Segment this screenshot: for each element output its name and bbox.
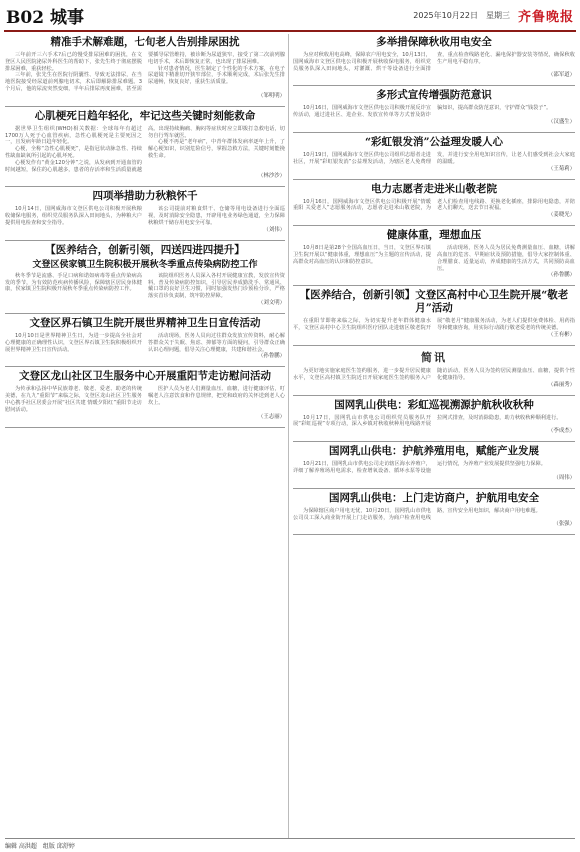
article-paragraph: 10月8日是第28个全国高血压日，当日，文登区界石镇卫生院开展以“健康体重，理想血压”为主题的宣传活动，提高群众对高血压的认识和防控意识。 <box>293 245 431 265</box>
article-headline: 国网乳山供电：护航养殖用电，赋能产业发展 <box>329 445 539 458</box>
article-body <box>293 105 575 119</box>
article-paragraph: 心梗发作有“黄金120分钟”之说，从发病到开通血管的时间越短，保住的心肌越多，患者的存活率和生活质量就越高。出现持续胸痛、胸闷等症状时应立即拨打急救电话，切勿自行驾车就医。 <box>5 125 285 173</box>
masthead-rule <box>4 30 576 32</box>
right-column <box>293 34 575 838</box>
article-paragraph: 心梗不再是“老年病”，中青年群体发病率逐年上升，了解心梗知识，识别危险信号，掌握急救方法，关键时刻能挽救生命。 <box>148 139 285 159</box>
article-body <box>5 333 285 353</box>
article-paragraph: 三年前，张先生在医院行阴囊性、导致无法排尿，在当地医院接受经尿道前列腺电切术，术后即解除排尿难题。3个月后，他的尿流突然变细，半年后排尿再度困难，甚至需要插导尿管维持，被诊断为尿道狭窄，接受了第二次前列腺电切手术，术后即恢复正常，也出现了排尿困难。 <box>5 52 285 92</box>
article-byline: （森丽秀） <box>548 381 575 388</box>
article-separator <box>5 427 285 428</box>
article-body <box>293 461 575 475</box>
article-byline: （姜晓光） <box>548 212 575 219</box>
article-paragraph: 为应对秋收用电高峰，保障农户用电安全，10月13日，国网威海市文登区供电公司积极开展秋收保电服务，组织党员服务队深入田间地头，对灌溉、烘干等设备进行全面排查，重点检查线路老化、漏电保护器安装等情况，确保秋收生产用电平稳有序。 <box>293 52 575 72</box>
editor-credit: 编辑 高洪超 组版 邱舒婷 <box>5 843 75 850</box>
article-byline: （孙鲁鹏） <box>548 272 575 279</box>
section-heading: 简讯 <box>421 350 447 364</box>
article-body <box>5 273 285 300</box>
article-paragraph: 10月21日，国网乳山市供电公司走访辖区海水养殖户，详细了解养殖场用电需求，检查增氧设备、循环水泵等设施运行情况，为养殖产业发展提供坚强电力保障。 <box>293 461 546 474</box>
news-article <box>293 349 575 389</box>
article-paragraph: 三年前开三六手术?后已的慢受排尿困难的困扰，在文登区人民医院泌尿外科医生的帮助下，张先生终于彻底摆脱排尿困难，重获轻松。 <box>5 52 142 72</box>
page-footer <box>5 841 75 850</box>
article-paragraph: 10月16日，国网威海市文登区供电公司积极开展反诈宣传活动，通过进社区、进企业、发放宣传单等方式普及防诈骗知识，提高群众防范意识，守护群众“钱袋子”。 <box>293 105 552 119</box>
article-body <box>5 126 285 174</box>
article-paragraph: 为保障辖区商户用电无忧，10月20日，国网乳山市供电公司员工深入商业街开展上门走访服务，为商户检查用电线路，宣传安全用电知识，解决商户用电难题。 <box>293 507 541 521</box>
article-headline: 多形式宣传增强防范意识 <box>376 89 492 102</box>
article-byline: （刘文明） <box>258 299 285 306</box>
article-headline: 心肌梗死日趋年轻化，牢记这些关键时刻能救命 <box>34 109 256 122</box>
news-article <box>293 289 575 339</box>
article-body <box>293 152 575 166</box>
news-article <box>293 492 575 529</box>
article-headline: 【医养结合，创新引领】文登区高村中心卫生院开展“敬老月”活动 <box>299 289 569 315</box>
article-byline: （王志丽） <box>258 413 285 420</box>
article-body <box>293 199 575 213</box>
footer-rule <box>5 838 575 839</box>
article-body <box>293 508 575 522</box>
left-column <box>5 34 285 838</box>
article-headline: 电力志愿者走进米山敬老院 <box>371 182 497 195</box>
article-separator <box>293 225 575 226</box>
article-separator <box>5 240 285 241</box>
article-paragraph: 10月16日，国网威海市文登区供电公司积极开展“情暖重阳 关爱老人”志愿服务活动，志愿者走进米山敬老院，为老人们检查用电线路、更换老化插座，排除用电隐患，并陪老人们聊天，送去节日祝福。 <box>293 198 575 212</box>
article-byline: （王有彬） <box>548 331 575 338</box>
article-separator <box>293 395 575 396</box>
news-article <box>5 110 285 181</box>
article-headline: 健康体重，理想血压 <box>386 229 482 242</box>
article-headline: 国网乳山供电：彩虹巡视溯源护航秋收秋种 <box>334 398 534 411</box>
article-separator <box>293 285 575 286</box>
article-separator <box>293 179 575 180</box>
article-headline: “彩虹银发消”公益理发暖人心 <box>364 135 504 148</box>
article-separator <box>293 85 575 86</box>
article-paragraph: 在重阳节即将来临之际，为切实提升老年群体健康水平，文登区高村中心卫生院组织医疗团队走进辖区敬老院开展“敬老月”健康服务活动，为老人们提供免费体检、用药指导和健康咨询，用实际行动践行敬老爱老的传统美德。 <box>293 318 575 332</box>
article-separator <box>293 345 575 346</box>
article-paragraph: 10月10日是世界精神卫生日，为进一步提高全社会对心理健康的正确理性认识，文登区界石镇卫生院积极组织开展世界精神卫生日宣传活动。 <box>5 332 142 353</box>
article-separator <box>293 534 575 535</box>
article-headline: 四项举措助力秋粮怀千 <box>92 190 198 203</box>
article-paragraph: 10月17日，国网乳山市供电公司组织党员服务队开展“彩虹巡视”专项行动，深入乡镇对秋收秋种用电线路开展拉网式排查，及时消除隐患，助力秋收秋种顺利进行。 <box>293 414 562 428</box>
article-byline: （邹明明） <box>258 92 285 99</box>
article-paragraph: 10月19日，国网威海市文登区供电公司组织志愿者走进社区，开展“彩虹银发消”公益理发活动，为辖区老人免费理发，并进行安全用电知识宣传，让老人们感受到社会大家庭的温暖。 <box>293 151 575 165</box>
article-byline: （周伟） <box>553 474 575 481</box>
article-separator <box>293 488 575 489</box>
news-article <box>293 183 575 220</box>
article-subheadline: 文登区侯家镇卫生院积极开展秋冬季重点传染病防控工作 <box>32 259 258 270</box>
article-headline: 【医养结合，创新引领，四送四进四提升】 <box>45 243 245 256</box>
article-paragraph: 10月14日，国网威海市文登区供电公司积极开展秋粮收储保电服务，组织党员服务队深入田间地头，为种粮大户提供用电检查和安全指导。 <box>5 206 142 226</box>
article-paragraph: 秋冬季节是流感、手足口病和诺如病毒等重点传染病高发的季节，为有效防范疾病传播风险，保障辖区居民身体健康，侯家镇卫生院积极开展秋冬季重点传染病防控工作。 <box>5 272 142 293</box>
article-byline: （汉盛生） <box>548 118 575 125</box>
article-byline: （邵军道） <box>548 72 575 79</box>
article-body <box>293 245 575 272</box>
article-byline: （张强） <box>553 521 575 528</box>
masthead-right <box>413 6 574 25</box>
article-separator <box>5 186 285 187</box>
news-article <box>293 229 575 279</box>
page-code: B02 城事 <box>6 7 84 28</box>
article-paragraph: 为更好地实施家庭医生签约服务，进一步提升居民健康水平，文登区高村镇卫生院近日开展家庭医生签约服务入户随访活动，医务人员为签约居民测量血压、血糖，提供个性化健康指导。 <box>293 367 575 381</box>
article-separator <box>5 366 285 367</box>
article-paragraph: 心梗，全称“急性心肌梗死”，是指冠状动脉急性、持续性缺血缺氧所引起的心肌坏死。 <box>5 146 142 159</box>
news-article <box>5 370 285 420</box>
article-byline: （李成杰） <box>548 428 575 435</box>
article-byline: （刘伟） <box>263 226 285 233</box>
article-paragraph: 该公司提前对粮食烘干、仓储等用电设备进行全面巡视，及时消除安全隐患，开辟用电业务绿色通道，全力保障秋粮烘干储存用电安全可靠。 <box>148 206 285 226</box>
article-body <box>5 386 285 413</box>
news-article <box>293 445 575 482</box>
news-article <box>5 36 285 100</box>
article-separator <box>5 106 285 107</box>
issue-date: 2025年10月22日 <box>413 10 478 20</box>
article-headline: 文登区龙山社区卫生服务中心开展重阳节走访慰问活动 <box>19 370 271 383</box>
news-article <box>293 36 575 79</box>
article-paragraph: 活动现场，医务人员向过往群众发放宣传资料，耐心解答群众关于失眠、焦虑、抑郁等方面的疑问，引导群众正确认识心理问题，倡导关注心理健康，共建和谐社会。 <box>148 332 285 353</box>
news-article <box>5 190 285 233</box>
news-article <box>293 136 575 173</box>
article-byline: （林沙沙） <box>258 173 285 180</box>
article-headline: 多举措保障秋收用电安全 <box>376 36 492 48</box>
article-body <box>293 368 575 382</box>
article-body <box>5 52 285 93</box>
article-paragraph: 医护人员为老人们测量血压、血糖，进行健康评估，叮嘱老人注意饮食和作息规律，把党和政府的关怀送到老人心坎上。 <box>148 386 285 406</box>
article-paragraph: 为传承和弘扬中华民族尊老、敬老、爱老、助老的传统美德，在九九“重阳节”来临之际，文登区龙山社区卫生服务中心携手社区居委会开展“社区共建 情暖夕阳红”重阳节走访慰问活动。 <box>5 386 142 413</box>
article-separator <box>293 132 575 133</box>
article-headline: 文登区界石镇卫生院开展世界精神卫生日宣传活动 <box>29 316 261 329</box>
issue-weekday: 星期三 <box>485 10 510 20</box>
article-body <box>5 206 285 226</box>
article-paragraph: 针对患者情况，医生制定了个性化的手术方案，在电子尿道镜下精准切开狭窄部位，手术顺利完成，术后张先生排尿通畅，恢复良好，重获生活质量。 <box>148 65 285 86</box>
article-paragraph: 该院组织医务人员深入各村开展健康宣教，发放宣传资料，普及传染病防控知识，引导居民养成勤洗手、常通风、戴口罩的良好卫生习惯，同时加强发热门诊预检分诊，严格落实首诊负责制，筑牢防控屏障。 <box>148 272 285 300</box>
article-separator <box>293 441 575 442</box>
column-divider <box>288 34 289 838</box>
article-paragraph: 活动现场，医务人员为居民免费测量血压、血糖，讲解高血压的危害、早期症状及预防措施，倡导大家控制体重、合理膳食、适量运动，养成健康的生活方式，共同预防高血压。 <box>437 245 575 272</box>
article-byline: （孙鲁鹏） <box>258 353 285 360</box>
news-article <box>293 89 575 126</box>
article-body <box>293 52 575 72</box>
article-paragraph: 据世界卫生组织(WHO)相关数据：全球每年有超过1700万人死于心血管疾病，急性心肌梗死是主要死因之一，且发病年龄日趋年轻化。 <box>5 125 142 146</box>
news-article <box>5 244 285 307</box>
news-article <box>5 317 285 360</box>
article-separator <box>5 313 285 314</box>
newspaper-logo: 齐鲁晚报 <box>517 9 574 25</box>
masthead <box>0 0 580 30</box>
article-byline: （王菊莉） <box>548 165 575 172</box>
news-article <box>293 399 575 436</box>
article-headline: 国网乳山供电：上门走访商户，护航用电安全 <box>329 491 539 504</box>
article-body <box>293 415 575 429</box>
article-body <box>293 318 575 332</box>
article-headline: 精准手术解难题，七旬老人告别排尿困扰 <box>50 36 240 48</box>
